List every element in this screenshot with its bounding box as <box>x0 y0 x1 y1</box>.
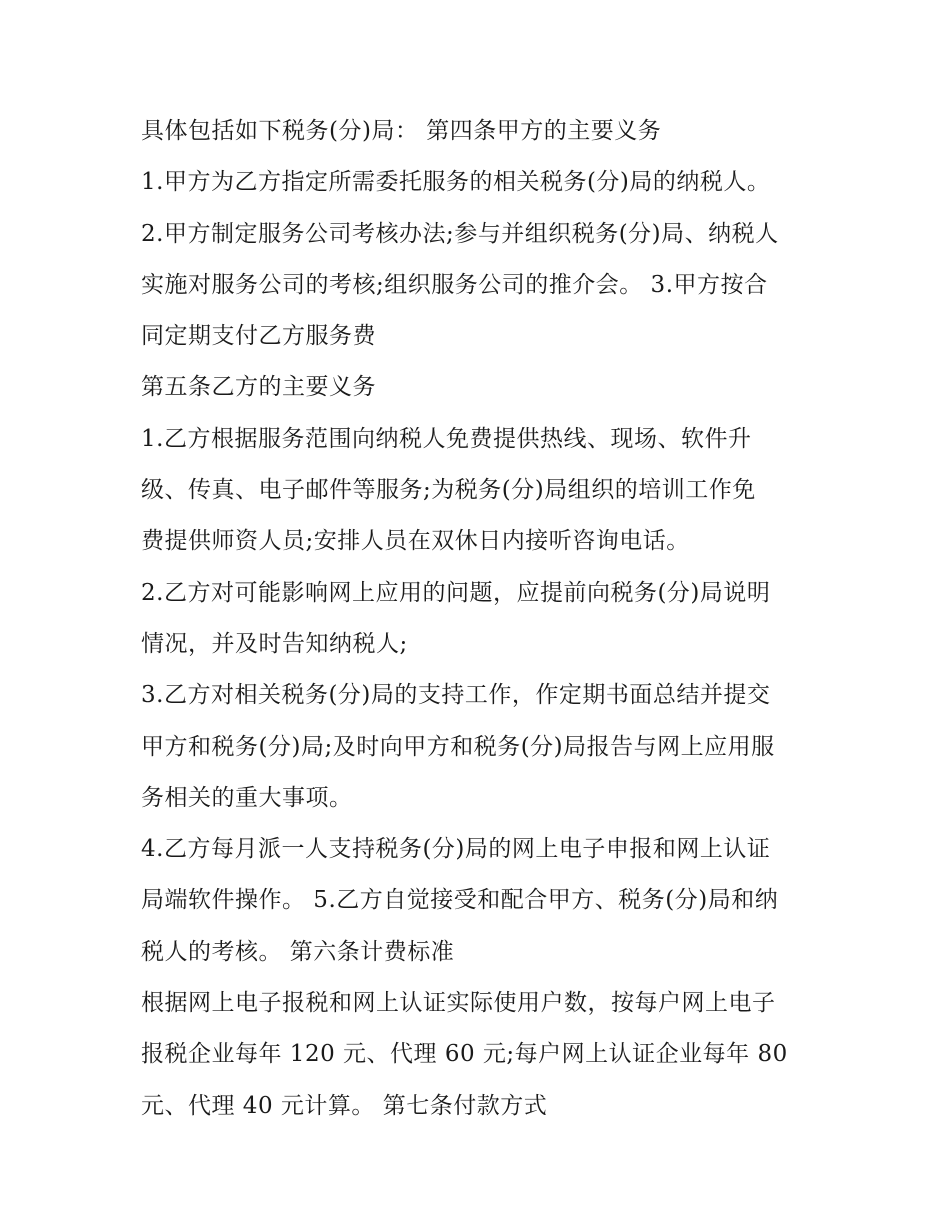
text-line: 3.乙方对相关税务(分)局的支持工作，作定期书面总结并提交 <box>141 682 771 709</box>
document-body <box>141 108 831 1134</box>
text-line: 第五条乙方的主要义务 <box>141 374 376 401</box>
text-line: 具体包括如下税务(分)局： 第四条甲方的主要义务 <box>141 118 662 144</box>
text-line: 同定期支付乙方服务费 <box>141 323 376 350</box>
text-line: 根据网上电子报税和网上认证实际使用户数，按每户网上电子 <box>141 990 776 1017</box>
text-line: 税人的考核。 第六条计费标准 <box>141 938 455 965</box>
text-line: 2.乙方对可能影响网上应用的问题，应提前向税务(分)局说明 <box>141 579 771 606</box>
text-line: 情况，并及时告知纳税人; <box>141 630 408 657</box>
text-line: 费提供师资人员;安排人员在双休日内接听咨询电话。 <box>141 528 690 555</box>
text-line: 级、传真、电子邮件等服务;为税务(分)局组织的培训工作免 <box>141 477 756 504</box>
text-line: 1.乙方根据服务范围向纳税人免费提供热线、现场、软件升 <box>141 425 752 452</box>
text-line: 元、代理 40 元计算。 第七条付款方式 <box>141 1092 548 1119</box>
text-line: 1.甲方为乙方指定所需委托服务的相关税务(分)局的纳税人。 <box>141 169 771 196</box>
text-line: 务相关的重大事项。 <box>141 784 353 811</box>
text-line: 报税企业每年 120 元、代理 60 元;每户网上认证企业每年 80 <box>141 1041 788 1068</box>
text-line: 实施对服务公司的考核;组织服务公司的推介会。 3.甲方按合 <box>141 271 768 298</box>
text-line: 甲方和税务(分)局;及时向甲方和税务(分)局报告与网上应用服 <box>141 733 775 760</box>
text-line: 2.甲方制定服务公司考核办法;参与并组织税务(分)局、纳税人 <box>141 220 779 247</box>
text-line: 4.乙方每月派一人支持税务(分)局的网上电子申报和网上认证 <box>141 836 771 863</box>
text-line: 局端软件操作。 5.乙方自觉接受和配合甲方、税务(分)局和纳 <box>141 887 779 914</box>
